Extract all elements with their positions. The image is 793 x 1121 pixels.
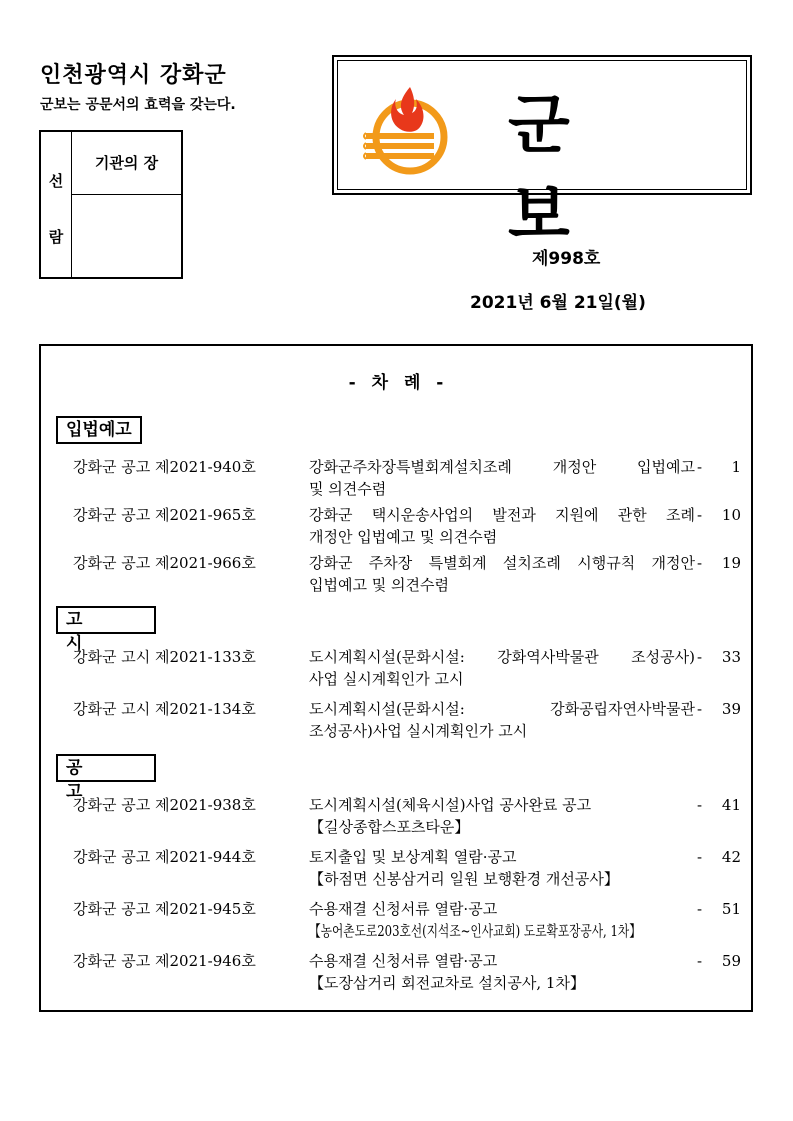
entry-title-line2: 입법예고 및 의견수렴	[309, 576, 449, 594]
entry-code: 강화군 고시 제2021-133호	[73, 648, 256, 666]
entry-code: 강화군 공고 제2021-965호	[73, 506, 256, 524]
section-label-legislation: 입법예고	[56, 416, 142, 444]
entry-code: 강화군 고시 제2021-134호	[73, 700, 256, 718]
org-subtitle: 군보는 공문서의 효력을 갖는다.	[40, 97, 236, 113]
entry-title-line2: 사업 실시계획인가 고시	[309, 670, 464, 688]
entry-code: 강화군 공고 제2021-966호	[73, 554, 256, 572]
review-char-top: 선	[48, 172, 64, 190]
org-name: 인천광역시 강화군	[40, 63, 227, 88]
entry-leader: -	[697, 554, 703, 572]
entry-leader: -	[697, 848, 703, 866]
entry-title-line2: 【도장삼거리 회전교차로 설치공사, 1차】	[309, 974, 585, 992]
entry-title-line2: 【하점면 신봉삼거리 일원 보행환경 개선공사】	[309, 870, 619, 888]
entry-page: 33	[721, 648, 741, 666]
entry-title-line2	[309, 920, 735, 942]
entry-leader: -	[697, 900, 703, 918]
entry-code: 강화군 공고 제2021-945호	[73, 900, 256, 918]
entry-title-line1: 강화군 택시운송사업의 발전과 지원에 관한 조례	[309, 506, 695, 524]
entry-code: 강화군 공고 제2021-944호	[73, 848, 256, 866]
entry-title-line2: 개정안 입법예고 및 의견수렴	[309, 528, 498, 546]
section-label-notice: 고 시	[56, 606, 156, 634]
entry-page: 1	[731, 458, 741, 476]
issue-date: 2021년 6월 21일(월)	[470, 293, 646, 313]
county-emblem-icon	[360, 79, 460, 179]
entry-leader: -	[697, 648, 703, 666]
entry-code: 강화군 공고 제2021-938호	[73, 796, 256, 814]
entry-code: 강화군 공고 제2021-946호	[73, 952, 256, 970]
entry-title-line2: 및 의견수렴	[309, 480, 387, 498]
table-of-contents	[39, 344, 753, 1012]
entry-title-line2-text: 【농어촌도로203호선(지석조~인사교회) 도로확포장공사, 1차】	[309, 922, 641, 940]
review-stamp-box	[39, 130, 183, 279]
toc-title: - 차 례 -	[348, 373, 444, 393]
entry-title-line2: 【길상종합스포츠타운】	[309, 818, 470, 836]
entry-leader: -	[697, 952, 703, 970]
entry-leader: -	[697, 796, 703, 814]
entry-title-line1: 토지출입 및 보상계획 열람·공고	[309, 848, 517, 866]
entry-page: 51	[721, 900, 741, 918]
masthead-inner-frame	[337, 60, 747, 253]
entry-page: 42	[721, 848, 741, 866]
entry-page: 10	[721, 506, 741, 524]
entry-page: 59	[721, 952, 741, 970]
review-left-column	[41, 132, 72, 277]
entry-leader: -	[697, 458, 703, 476]
review-head-label: 기관의 장	[72, 132, 181, 195]
entry-title-line1: 도시계획시설(체육시설)사업 공사완료 공고	[309, 796, 592, 814]
entry-title-line1: 수용재결 신청서류 열람·공고	[309, 900, 498, 918]
entry-title-line1: 수용재결 신청서류 열람·공고	[309, 952, 498, 970]
entry-title-line2: 조성공사)사업 실시계획인가 고시	[309, 722, 528, 740]
entry-code: 강화군 공고 제2021-940호	[73, 458, 256, 476]
masthead-title: 군보	[508, 89, 650, 253]
issue-number: 제998호	[532, 249, 601, 269]
entry-title-line1: 강화군 주차장 특별회계 설치조례 시행규칙 개정안	[309, 554, 695, 572]
entry-title-line1: 강화군주차장특별회계설치조례 개정안 입법예고	[309, 458, 695, 476]
entry-leader: -	[697, 700, 703, 718]
entry-leader: -	[697, 506, 703, 524]
entry-page: 19	[721, 554, 741, 572]
section-label-announcement: 공 고	[56, 754, 156, 782]
entry-page: 41	[721, 796, 741, 814]
review-char-bottom: 람	[48, 228, 64, 246]
masthead	[332, 55, 752, 253]
entry-title-line1: 도시계획시설(문화시설: 강화공립자연사박물관	[309, 700, 695, 718]
entry-title-line1: 도시계획시설(문화시설: 강화역사박물관 조성공사)	[309, 648, 695, 666]
entry-page: 39	[721, 700, 741, 718]
